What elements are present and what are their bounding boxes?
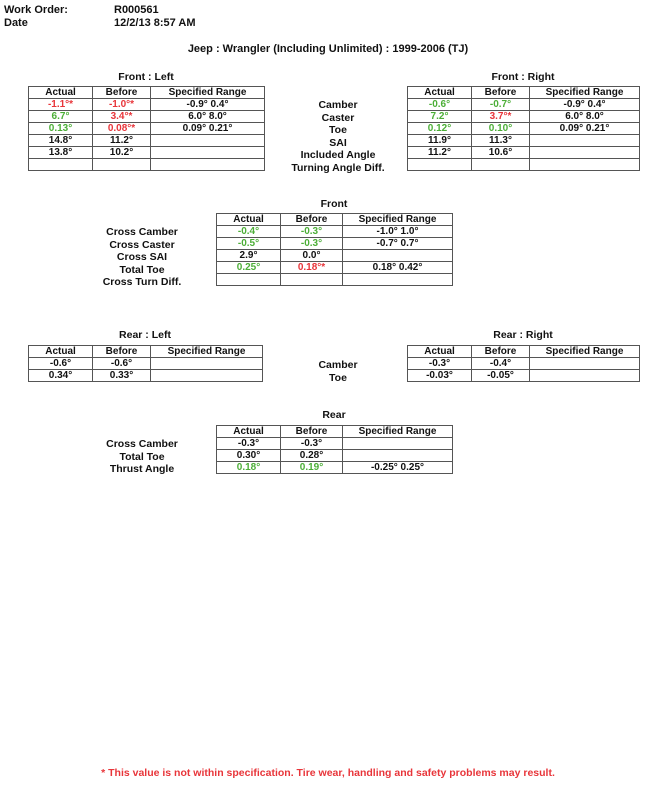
cell-before: -0.7° bbox=[472, 99, 530, 111]
cell-specified-range bbox=[530, 358, 640, 370]
label-total-toe: Total Toe bbox=[119, 263, 165, 276]
front-measurement-labels bbox=[268, 99, 408, 174]
column-header-specified-range: Specified Range bbox=[151, 346, 263, 358]
column-header-specified-range: Specified Range bbox=[151, 87, 265, 99]
cell-specified-range bbox=[530, 159, 640, 171]
column-header-before: Before bbox=[281, 214, 343, 226]
table-row bbox=[29, 370, 263, 382]
cell-specified-range bbox=[343, 274, 453, 286]
table-row bbox=[29, 123, 265, 135]
table-row bbox=[408, 370, 640, 382]
front-left-table bbox=[28, 86, 265, 171]
column-header-actual: Actual bbox=[217, 426, 281, 438]
label-sai: SAI bbox=[329, 136, 347, 149]
label-cross-sai: Cross SAI bbox=[116, 251, 168, 263]
cell-specified-range: 6.0° 8.0° bbox=[151, 111, 265, 123]
cell-actual bbox=[29, 159, 93, 171]
cell-actual: 6.7° bbox=[29, 111, 93, 123]
cell-actual: 2.9° bbox=[217, 250, 281, 262]
column-header-actual: Actual bbox=[29, 87, 93, 99]
label-toe: Toe bbox=[329, 124, 347, 136]
label-rear-cross-camber: Cross Camber bbox=[106, 438, 178, 450]
front-cross-title: Front bbox=[320, 198, 348, 210]
label-rear-total-toe: Total Toe bbox=[119, 450, 165, 463]
cell-actual bbox=[408, 159, 472, 171]
work-order-value: R000561 bbox=[114, 4, 159, 16]
rear-cross-table bbox=[216, 425, 453, 474]
cell-before: 0.0° bbox=[281, 250, 343, 262]
table-row bbox=[217, 462, 453, 474]
cell-actual: 0.25° bbox=[217, 262, 281, 274]
cell-actual: 7.2° bbox=[408, 111, 472, 123]
cell-actual: -0.6° bbox=[408, 99, 472, 111]
cell-actual: 0.30° bbox=[217, 450, 281, 462]
label-cross-camber: Cross Camber bbox=[106, 226, 178, 238]
table-row bbox=[217, 438, 453, 450]
cell-actual: 0.13° bbox=[29, 123, 93, 135]
cell-actual: -1.1°* bbox=[29, 99, 93, 111]
rear-right-table bbox=[407, 345, 640, 382]
cell-actual: -0.3° bbox=[408, 358, 472, 370]
column-header-before: Before bbox=[472, 346, 530, 358]
cell-before: -0.6° bbox=[93, 358, 151, 370]
table-row bbox=[408, 358, 640, 370]
cell-specified-range bbox=[530, 135, 640, 147]
label-cross-caster: Cross Caster bbox=[109, 238, 175, 251]
table-row bbox=[29, 159, 265, 171]
cell-specified-range bbox=[151, 370, 263, 382]
cell-specified-range: -0.9° 0.4° bbox=[530, 99, 640, 111]
rear-left-title: Rear : Left bbox=[119, 329, 171, 341]
table-row bbox=[217, 274, 453, 286]
cell-actual: -0.3° bbox=[217, 438, 281, 450]
label-thrust-angle: Thrust Angle bbox=[109, 463, 175, 475]
cell-specified-range bbox=[343, 450, 453, 462]
work-order-label: Work Order: bbox=[4, 4, 68, 16]
front-right-title: Front : Right bbox=[491, 71, 555, 83]
table-row bbox=[29, 111, 265, 123]
cell-specified-range: -0.9° 0.4° bbox=[151, 99, 265, 111]
table-row bbox=[217, 250, 453, 262]
cell-before: 0.08°* bbox=[93, 123, 151, 135]
cell-actual: -0.5° bbox=[217, 238, 281, 250]
table-row bbox=[29, 99, 265, 111]
cell-before: 11.2° bbox=[93, 135, 151, 147]
cell-before: 0.10° bbox=[472, 123, 530, 135]
column-header-actual: Actual bbox=[217, 214, 281, 226]
cell-before: 0.19° bbox=[281, 462, 343, 474]
cell-before: 0.33° bbox=[93, 370, 151, 382]
front-cross-table bbox=[216, 213, 453, 286]
cell-actual bbox=[217, 274, 281, 286]
table-row bbox=[408, 159, 640, 171]
cell-before bbox=[281, 274, 343, 286]
cell-specified-range bbox=[530, 147, 640, 159]
label-caster: Caster bbox=[321, 111, 355, 124]
cell-specified-range bbox=[151, 159, 265, 171]
cell-before: -0.3° bbox=[281, 238, 343, 250]
rear-cross-labels bbox=[72, 438, 212, 476]
label-rear-toe: Toe bbox=[329, 371, 347, 384]
rear-left-table bbox=[28, 345, 263, 382]
table-row bbox=[408, 99, 640, 111]
cell-specified-range bbox=[530, 370, 640, 382]
cell-before: -0.4° bbox=[472, 358, 530, 370]
column-header-specified-range: Specified Range bbox=[343, 214, 453, 226]
table-row bbox=[217, 262, 453, 274]
column-header-before: Before bbox=[93, 346, 151, 358]
cell-specified-range bbox=[151, 358, 263, 370]
cell-actual: -0.6° bbox=[29, 358, 93, 370]
cell-specified-range: 0.18° 0.42° bbox=[343, 262, 453, 274]
rear-cross-title: Rear bbox=[322, 409, 346, 421]
column-header-actual: Actual bbox=[408, 87, 472, 99]
cell-specified-range: -1.0° 1.0° bbox=[343, 226, 453, 238]
column-header-before: Before bbox=[281, 426, 343, 438]
cell-actual: 0.18° bbox=[217, 462, 281, 474]
front-left-title: Front : Left bbox=[118, 71, 174, 83]
cell-specified-range bbox=[151, 147, 265, 159]
label-turning-angle-diff: Turning Angle Diff. bbox=[291, 161, 385, 174]
cell-actual: 0.34° bbox=[29, 370, 93, 382]
front-cross-labels bbox=[72, 226, 212, 289]
cell-specified-range: -0.25° 0.25° bbox=[343, 462, 453, 474]
cell-actual: 13.8° bbox=[29, 147, 93, 159]
cell-specified-range: 0.09° 0.21° bbox=[151, 123, 265, 135]
table-row bbox=[408, 111, 640, 123]
column-header-before: Before bbox=[472, 87, 530, 99]
cell-before bbox=[93, 159, 151, 171]
cell-specified-range: 0.09° 0.21° bbox=[530, 123, 640, 135]
cell-before: 0.28° bbox=[281, 450, 343, 462]
cell-before bbox=[472, 159, 530, 171]
table-row bbox=[29, 147, 265, 159]
cell-before: -0.3° bbox=[281, 438, 343, 450]
cell-before: 11.3° bbox=[472, 135, 530, 147]
cell-before: 10.2° bbox=[93, 147, 151, 159]
table-row bbox=[217, 238, 453, 250]
cell-before: -0.3° bbox=[281, 226, 343, 238]
cell-before: 3.7°* bbox=[472, 111, 530, 123]
cell-before: 3.4°* bbox=[93, 111, 151, 123]
cell-actual: -0.03° bbox=[408, 370, 472, 382]
cell-actual: -0.4° bbox=[217, 226, 281, 238]
cell-actual: 11.9° bbox=[408, 135, 472, 147]
table-row bbox=[408, 147, 640, 159]
out-of-spec-footnote: * This value is not within specification. Tire wear, handling and safety problems may result. bbox=[101, 767, 555, 779]
label-rear-camber: Camber bbox=[318, 359, 358, 371]
column-header-specified-range: Specified Range bbox=[343, 426, 453, 438]
rear-right-title: Rear : Right bbox=[493, 329, 553, 341]
cell-before: 10.6° bbox=[472, 147, 530, 159]
table-row bbox=[29, 135, 265, 147]
label-camber: Camber bbox=[318, 99, 358, 111]
date-label: Date bbox=[4, 17, 28, 29]
label-cross-turn-diff: Cross Turn Diff. bbox=[102, 276, 182, 288]
column-header-actual: Actual bbox=[408, 346, 472, 358]
table-row bbox=[29, 358, 263, 370]
cell-specified-range: 6.0° 8.0° bbox=[530, 111, 640, 123]
cell-actual: 14.8° bbox=[29, 135, 93, 147]
column-header-specified-range: Specified Range bbox=[530, 87, 640, 99]
cell-before: -0.05° bbox=[472, 370, 530, 382]
cell-actual: 11.2° bbox=[408, 147, 472, 159]
table-row bbox=[217, 450, 453, 462]
column-header-actual: Actual bbox=[29, 346, 93, 358]
table-row bbox=[408, 123, 640, 135]
cell-specified-range bbox=[343, 438, 453, 450]
cell-specified-range bbox=[343, 250, 453, 262]
rear-measurement-labels bbox=[268, 359, 408, 384]
table-row bbox=[217, 226, 453, 238]
cell-specified-range: -0.7° 0.7° bbox=[343, 238, 453, 250]
cell-before: 0.18°* bbox=[281, 262, 343, 274]
label-included-angle: Included Angle bbox=[300, 149, 376, 161]
cell-actual: 0.12° bbox=[408, 123, 472, 135]
column-header-specified-range: Specified Range bbox=[530, 346, 640, 358]
cell-before: -1.0°* bbox=[93, 99, 151, 111]
cell-specified-range bbox=[151, 135, 265, 147]
column-header-before: Before bbox=[93, 87, 151, 99]
front-right-table bbox=[407, 86, 640, 171]
date-value: 12/2/13 8:57 AM bbox=[114, 17, 196, 29]
table-row bbox=[408, 135, 640, 147]
vehicle-title: Jeep : Wrangler (Including Unlimited) : 1999-2006 (TJ) bbox=[187, 43, 469, 55]
